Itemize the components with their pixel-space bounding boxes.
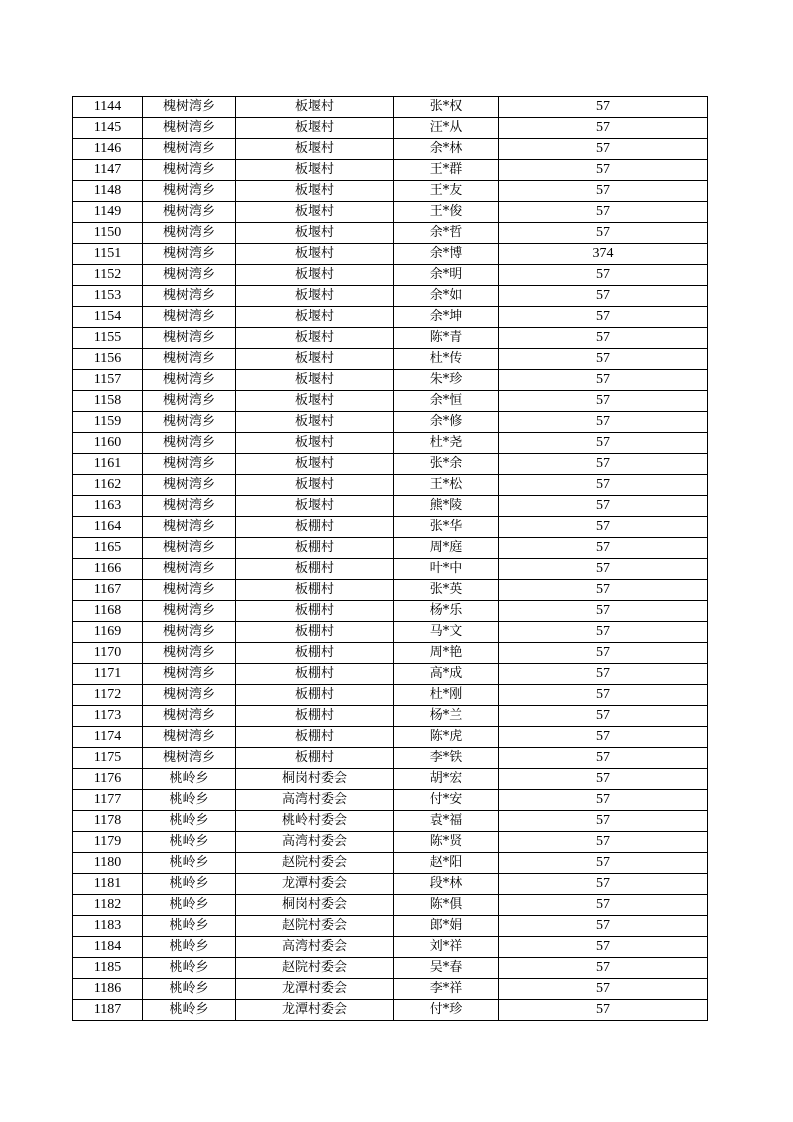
- table-row: [73, 895, 708, 916]
- row-number-cell: 1158: [73, 391, 143, 412]
- village-cell: 板堰村: [236, 139, 394, 160]
- row-number-cell: 1182: [73, 895, 143, 916]
- row-number-cell: 1169: [73, 622, 143, 643]
- name-cell: 叶*中: [394, 559, 499, 580]
- table-row: [73, 454, 708, 475]
- table-row: [73, 223, 708, 244]
- township-cell: 槐树湾乡: [143, 685, 236, 706]
- village-cell: 板堰村: [236, 307, 394, 328]
- table-row: [73, 832, 708, 853]
- table-row: [73, 286, 708, 307]
- amount-cell: 374: [499, 244, 708, 265]
- name-cell: 张*英: [394, 580, 499, 601]
- name-cell: 余*恒: [394, 391, 499, 412]
- table-row: [73, 643, 708, 664]
- name-cell: 胡*宏: [394, 769, 499, 790]
- village-cell: 板堰村: [236, 181, 394, 202]
- village-cell: 板堰村: [236, 349, 394, 370]
- row-number-cell: 1153: [73, 286, 143, 307]
- village-cell: 板堰村: [236, 433, 394, 454]
- township-cell: 桃岭乡: [143, 895, 236, 916]
- table-row: [73, 559, 708, 580]
- township-cell: 槐树湾乡: [143, 181, 236, 202]
- township-cell: 槐树湾乡: [143, 391, 236, 412]
- amount-cell: 57: [499, 97, 708, 118]
- amount-cell: 57: [499, 517, 708, 538]
- row-number-cell: 1181: [73, 874, 143, 895]
- table-row: [73, 664, 708, 685]
- township-cell: 槐树湾乡: [143, 664, 236, 685]
- township-cell: 槐树湾乡: [143, 475, 236, 496]
- name-cell: 杜*传: [394, 349, 499, 370]
- township-cell: 槐树湾乡: [143, 286, 236, 307]
- amount-cell: 57: [499, 265, 708, 286]
- township-cell: 槐树湾乡: [143, 349, 236, 370]
- amount-cell: 57: [499, 538, 708, 559]
- amount-cell: 57: [499, 391, 708, 412]
- township-cell: 桃岭乡: [143, 853, 236, 874]
- row-number-cell: 1145: [73, 118, 143, 139]
- row-number-cell: 1170: [73, 643, 143, 664]
- row-number-cell: 1147: [73, 160, 143, 181]
- village-cell: 桐岗村委会: [236, 895, 394, 916]
- table-row: [73, 727, 708, 748]
- township-cell: 槐树湾乡: [143, 265, 236, 286]
- name-cell: 杨*兰: [394, 706, 499, 727]
- village-cell: 板堰村: [236, 202, 394, 223]
- name-cell: 段*林: [394, 874, 499, 895]
- township-cell: 槐树湾乡: [143, 643, 236, 664]
- amount-cell: 57: [499, 706, 708, 727]
- amount-cell: 57: [499, 223, 708, 244]
- township-cell: 槐树湾乡: [143, 202, 236, 223]
- township-cell: 槐树湾乡: [143, 328, 236, 349]
- row-number-cell: 1186: [73, 979, 143, 1000]
- village-cell: 板棚村: [236, 580, 394, 601]
- village-cell: 桐岗村委会: [236, 769, 394, 790]
- row-number-cell: 1172: [73, 685, 143, 706]
- amount-cell: 57: [499, 622, 708, 643]
- amount-cell: 57: [499, 1000, 708, 1021]
- amount-cell: 57: [499, 433, 708, 454]
- table-row: [73, 160, 708, 181]
- township-cell: 桃岭乡: [143, 958, 236, 979]
- township-cell: 桃岭乡: [143, 769, 236, 790]
- township-cell: 桃岭乡: [143, 1000, 236, 1021]
- row-number-cell: 1167: [73, 580, 143, 601]
- township-cell: 槐树湾乡: [143, 727, 236, 748]
- row-number-cell: 1163: [73, 496, 143, 517]
- row-number-cell: 1174: [73, 727, 143, 748]
- township-cell: 槐树湾乡: [143, 706, 236, 727]
- amount-cell: 57: [499, 916, 708, 937]
- village-cell: 龙潭村委会: [236, 979, 394, 1000]
- name-cell: 张*余: [394, 454, 499, 475]
- village-cell: 板棚村: [236, 538, 394, 559]
- amount-cell: 57: [499, 601, 708, 622]
- table-row: [73, 265, 708, 286]
- row-number-cell: 1184: [73, 937, 143, 958]
- village-cell: 板堰村: [236, 160, 394, 181]
- name-cell: 高*成: [394, 664, 499, 685]
- table-row: [73, 1000, 708, 1021]
- table-row: [73, 412, 708, 433]
- amount-cell: 57: [499, 202, 708, 223]
- village-cell: 板棚村: [236, 601, 394, 622]
- township-cell: 槐树湾乡: [143, 496, 236, 517]
- row-number-cell: 1151: [73, 244, 143, 265]
- amount-cell: 57: [499, 160, 708, 181]
- village-cell: 板堰村: [236, 412, 394, 433]
- name-cell: 王*俊: [394, 202, 499, 223]
- table-row: [73, 979, 708, 1000]
- township-cell: 槐树湾乡: [143, 454, 236, 475]
- amount-cell: 57: [499, 475, 708, 496]
- village-cell: 龙潭村委会: [236, 1000, 394, 1021]
- row-number-cell: 1156: [73, 349, 143, 370]
- amount-cell: 57: [499, 643, 708, 664]
- township-cell: 桃岭乡: [143, 874, 236, 895]
- village-cell: 赵院村委会: [236, 958, 394, 979]
- row-number-cell: 1178: [73, 811, 143, 832]
- name-cell: 余*博: [394, 244, 499, 265]
- table-row: [73, 475, 708, 496]
- table-row: [73, 769, 708, 790]
- name-cell: 张*权: [394, 97, 499, 118]
- table-row: [73, 118, 708, 139]
- village-cell: 板棚村: [236, 517, 394, 538]
- name-cell: 马*文: [394, 622, 499, 643]
- village-cell: 高湾村委会: [236, 832, 394, 853]
- name-cell: 吴*春: [394, 958, 499, 979]
- row-number-cell: 1154: [73, 307, 143, 328]
- village-cell: 板堰村: [236, 118, 394, 139]
- name-cell: 陈*虎: [394, 727, 499, 748]
- village-cell: 板堰村: [236, 370, 394, 391]
- name-cell: 杜*尧: [394, 433, 499, 454]
- township-cell: 桃岭乡: [143, 937, 236, 958]
- row-number-cell: 1168: [73, 601, 143, 622]
- table-row: [73, 853, 708, 874]
- amount-cell: 57: [499, 895, 708, 916]
- amount-cell: 57: [499, 937, 708, 958]
- name-cell: 余*哲: [394, 223, 499, 244]
- table-row: [73, 958, 708, 979]
- township-cell: 桃岭乡: [143, 916, 236, 937]
- name-cell: 周*艳: [394, 643, 499, 664]
- name-cell: 杨*乐: [394, 601, 499, 622]
- amount-cell: 57: [499, 790, 708, 811]
- row-number-cell: 1164: [73, 517, 143, 538]
- village-cell: 板棚村: [236, 748, 394, 769]
- amount-cell: 57: [499, 979, 708, 1000]
- village-cell: 龙潭村委会: [236, 874, 394, 895]
- township-cell: 桃岭乡: [143, 979, 236, 1000]
- township-cell: 槐树湾乡: [143, 580, 236, 601]
- row-number-cell: 1149: [73, 202, 143, 223]
- row-number-cell: 1148: [73, 181, 143, 202]
- village-cell: 板棚村: [236, 727, 394, 748]
- name-cell: 熊*陵: [394, 496, 499, 517]
- village-cell: 板棚村: [236, 664, 394, 685]
- data-table: [72, 96, 708, 1021]
- name-cell: 汪*从: [394, 118, 499, 139]
- township-cell: 槐树湾乡: [143, 559, 236, 580]
- township-cell: 槐树湾乡: [143, 412, 236, 433]
- amount-cell: 57: [499, 181, 708, 202]
- row-number-cell: 1176: [73, 769, 143, 790]
- township-cell: 槐树湾乡: [143, 139, 236, 160]
- village-cell: 板堰村: [236, 223, 394, 244]
- table-row: [73, 349, 708, 370]
- table-row: [73, 307, 708, 328]
- row-number-cell: 1161: [73, 454, 143, 475]
- table-row: [73, 790, 708, 811]
- village-cell: 板堰村: [236, 286, 394, 307]
- table-row: [73, 874, 708, 895]
- table-row: [73, 622, 708, 643]
- row-number-cell: 1160: [73, 433, 143, 454]
- table-row: [73, 748, 708, 769]
- table-row: [73, 181, 708, 202]
- township-cell: 槐树湾乡: [143, 223, 236, 244]
- amount-cell: 57: [499, 874, 708, 895]
- township-cell: 桃岭乡: [143, 832, 236, 853]
- table-row: [73, 391, 708, 412]
- village-cell: 板棚村: [236, 643, 394, 664]
- name-cell: 王*群: [394, 160, 499, 181]
- amount-cell: 57: [499, 748, 708, 769]
- name-cell: 陈*俱: [394, 895, 499, 916]
- township-cell: 桃岭乡: [143, 811, 236, 832]
- name-cell: 朱*珍: [394, 370, 499, 391]
- village-cell: 板棚村: [236, 685, 394, 706]
- township-cell: 槐树湾乡: [143, 748, 236, 769]
- row-number-cell: 1179: [73, 832, 143, 853]
- table-row: [73, 517, 708, 538]
- table-row: [73, 685, 708, 706]
- name-cell: 余*明: [394, 265, 499, 286]
- row-number-cell: 1185: [73, 958, 143, 979]
- table-row: [73, 328, 708, 349]
- name-cell: 余*修: [394, 412, 499, 433]
- name-cell: 袁*福: [394, 811, 499, 832]
- village-cell: 板堰村: [236, 97, 394, 118]
- amount-cell: 57: [499, 811, 708, 832]
- amount-cell: 57: [499, 580, 708, 601]
- table-row: [73, 601, 708, 622]
- village-cell: 板堰村: [236, 328, 394, 349]
- amount-cell: 57: [499, 496, 708, 517]
- row-number-cell: 1187: [73, 1000, 143, 1021]
- name-cell: 付*安: [394, 790, 499, 811]
- township-cell: 槐树湾乡: [143, 160, 236, 181]
- township-cell: 桃岭乡: [143, 790, 236, 811]
- township-cell: 槐树湾乡: [143, 601, 236, 622]
- name-cell: 周*庭: [394, 538, 499, 559]
- name-cell: 张*华: [394, 517, 499, 538]
- row-number-cell: 1173: [73, 706, 143, 727]
- row-number-cell: 1157: [73, 370, 143, 391]
- table-row: [73, 706, 708, 727]
- name-cell: 刘*祥: [394, 937, 499, 958]
- table-row: [73, 811, 708, 832]
- table-row: [73, 244, 708, 265]
- township-cell: 槐树湾乡: [143, 433, 236, 454]
- table-row: [73, 139, 708, 160]
- amount-cell: 57: [499, 370, 708, 391]
- table-row: [73, 916, 708, 937]
- row-number-cell: 1146: [73, 139, 143, 160]
- village-cell: 板堰村: [236, 496, 394, 517]
- village-cell: 板棚村: [236, 622, 394, 643]
- township-cell: 槐树湾乡: [143, 517, 236, 538]
- row-number-cell: 1159: [73, 412, 143, 433]
- township-cell: 槐树湾乡: [143, 622, 236, 643]
- row-number-cell: 1183: [73, 916, 143, 937]
- row-number-cell: 1175: [73, 748, 143, 769]
- village-cell: 高湾村委会: [236, 790, 394, 811]
- row-number-cell: 1165: [73, 538, 143, 559]
- village-cell: 板棚村: [236, 559, 394, 580]
- township-cell: 槐树湾乡: [143, 307, 236, 328]
- village-cell: 板堰村: [236, 391, 394, 412]
- table-row: [73, 433, 708, 454]
- village-cell: 板棚村: [236, 706, 394, 727]
- name-cell: 赵*阳: [394, 853, 499, 874]
- table-row: [73, 370, 708, 391]
- row-number-cell: 1162: [73, 475, 143, 496]
- row-number-cell: 1166: [73, 559, 143, 580]
- name-cell: 余*林: [394, 139, 499, 160]
- village-cell: 赵院村委会: [236, 853, 394, 874]
- amount-cell: 57: [499, 118, 708, 139]
- table-row: [73, 538, 708, 559]
- village-cell: 板堰村: [236, 475, 394, 496]
- village-cell: 板堰村: [236, 265, 394, 286]
- township-cell: 槐树湾乡: [143, 97, 236, 118]
- name-cell: 王*友: [394, 181, 499, 202]
- amount-cell: 57: [499, 727, 708, 748]
- name-cell: 杜*刚: [394, 685, 499, 706]
- row-number-cell: 1144: [73, 97, 143, 118]
- village-cell: 桃岭村委会: [236, 811, 394, 832]
- row-number-cell: 1180: [73, 853, 143, 874]
- row-number-cell: 1152: [73, 265, 143, 286]
- township-cell: 槐树湾乡: [143, 118, 236, 139]
- row-number-cell: 1177: [73, 790, 143, 811]
- table-row: [73, 937, 708, 958]
- village-cell: 板堰村: [236, 454, 394, 475]
- table-row: [73, 202, 708, 223]
- amount-cell: 57: [499, 685, 708, 706]
- village-cell: 高湾村委会: [236, 937, 394, 958]
- amount-cell: 57: [499, 664, 708, 685]
- township-cell: 槐树湾乡: [143, 244, 236, 265]
- name-cell: 李*铁: [394, 748, 499, 769]
- village-cell: 赵院村委会: [236, 916, 394, 937]
- table-row: [73, 580, 708, 601]
- amount-cell: 57: [499, 958, 708, 979]
- name-cell: 陈*青: [394, 328, 499, 349]
- amount-cell: 57: [499, 832, 708, 853]
- township-cell: 槐树湾乡: [143, 538, 236, 559]
- amount-cell: 57: [499, 139, 708, 160]
- amount-cell: 57: [499, 286, 708, 307]
- amount-cell: 57: [499, 454, 708, 475]
- amount-cell: 57: [499, 328, 708, 349]
- row-number-cell: 1150: [73, 223, 143, 244]
- row-number-cell: 1171: [73, 664, 143, 685]
- amount-cell: 57: [499, 349, 708, 370]
- amount-cell: 57: [499, 412, 708, 433]
- name-cell: 王*松: [394, 475, 499, 496]
- amount-cell: 57: [499, 769, 708, 790]
- name-cell: 余*如: [394, 286, 499, 307]
- amount-cell: 57: [499, 853, 708, 874]
- amount-cell: 57: [499, 559, 708, 580]
- row-number-cell: 1155: [73, 328, 143, 349]
- name-cell: 余*坤: [394, 307, 499, 328]
- table-row: [73, 97, 708, 118]
- name-cell: 郎*娟: [394, 916, 499, 937]
- name-cell: 陈*贤: [394, 832, 499, 853]
- township-cell: 槐树湾乡: [143, 370, 236, 391]
- name-cell: 李*祥: [394, 979, 499, 1000]
- table-row: [73, 496, 708, 517]
- name-cell: 付*珍: [394, 1000, 499, 1021]
- amount-cell: 57: [499, 307, 708, 328]
- table-body: [73, 97, 708, 1021]
- village-cell: 板堰村: [236, 244, 394, 265]
